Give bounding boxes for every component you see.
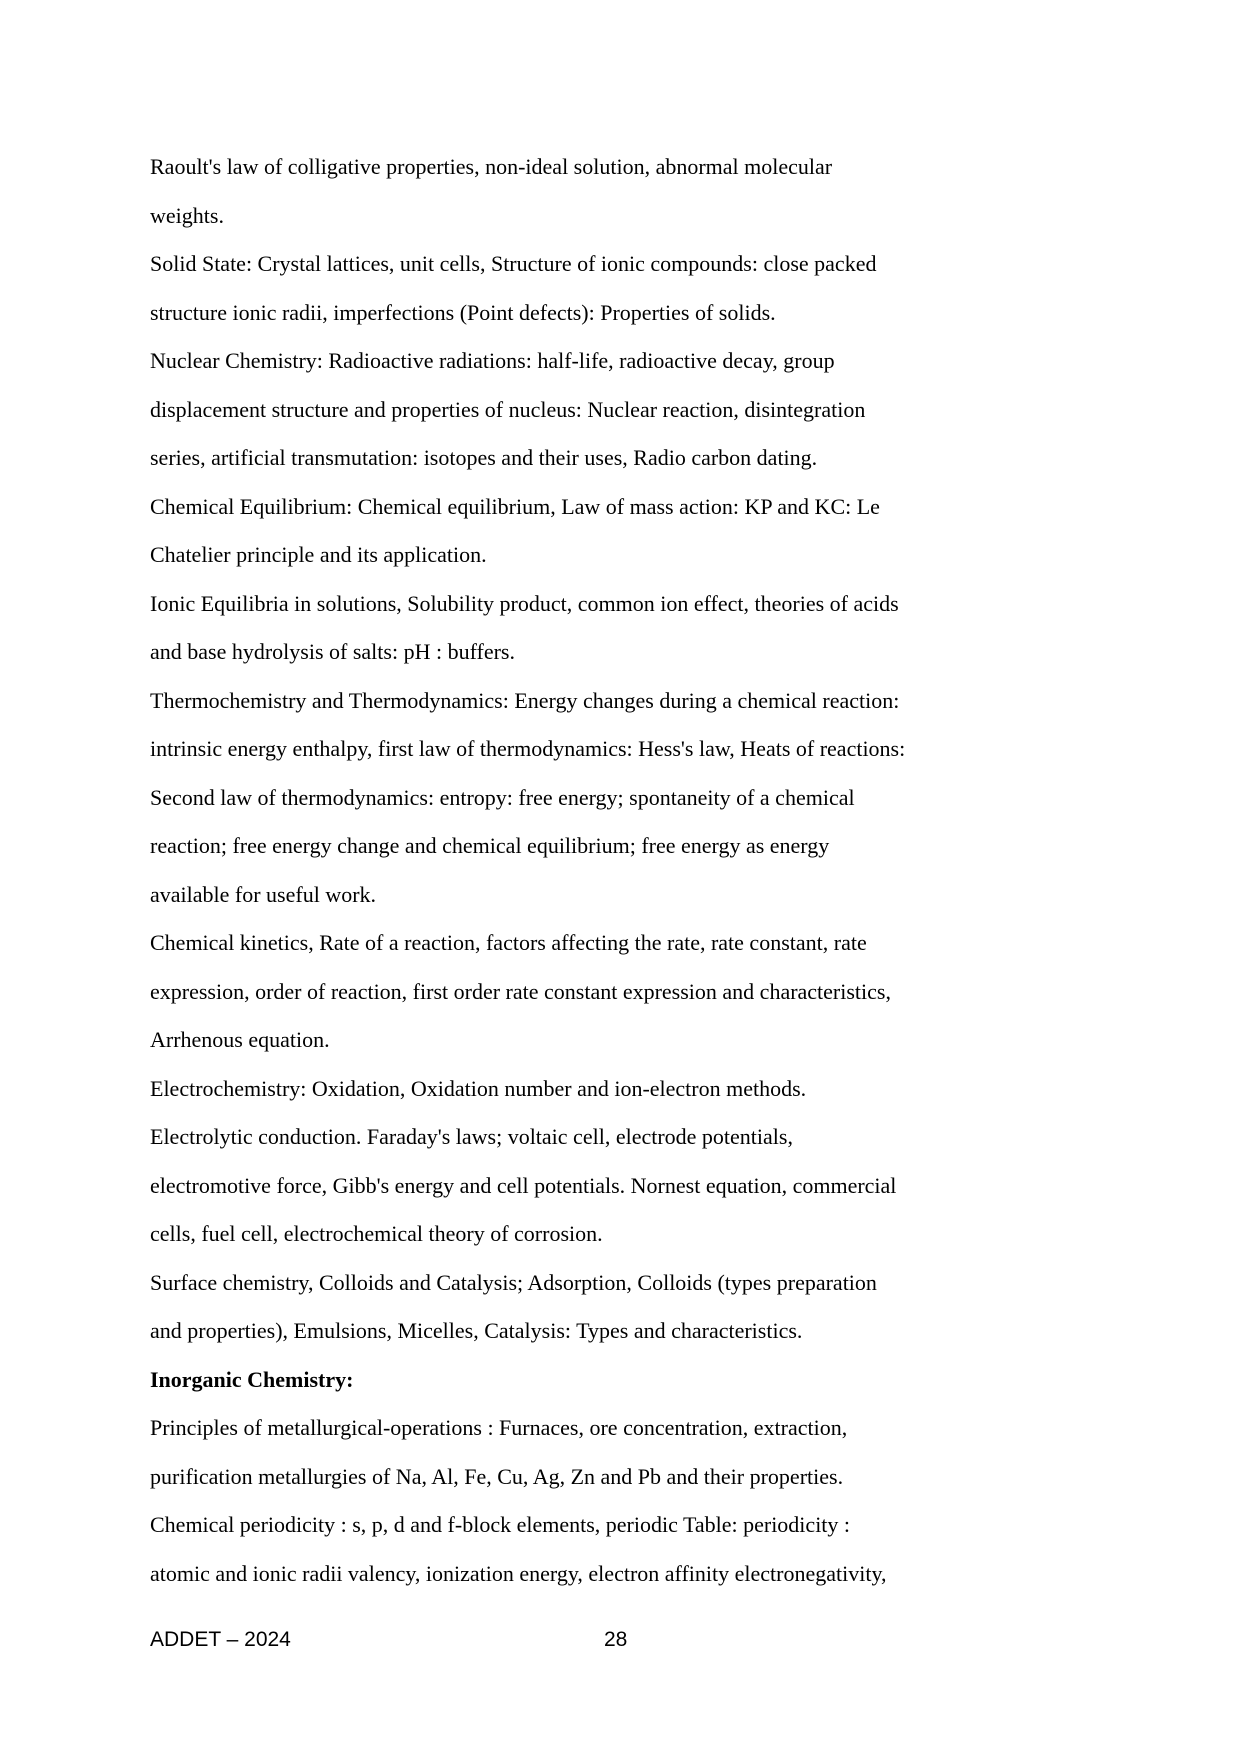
body-text-line: and properties), Emulsions, Micelles, Catalysis: Types and characteristics. — [150, 1318, 803, 1343]
body-text-line: Principles of metallurgical-operations : Furnaces, ore concentration, extraction, — [150, 1415, 848, 1440]
section-heading: Inorganic Chemistry: — [150, 1366, 354, 1392]
body-text-line: intrinsic energy enthalpy, first law of thermodynamics: Hess's law, Heats of reactions: — [150, 736, 906, 761]
body-text-line: and base hydrolysis of salts: pH : buffers. — [150, 639, 515, 664]
body-text-line: purification metallurgies of Na, Al, Fe, Cu, Ag, Zn and Pb and their properties. — [150, 1463, 844, 1489]
body-text-line: Second law of thermodynamics: entropy: free energy; spontaneity of a chemical — [150, 784, 855, 810]
body-text-line: reaction; free energy change and chemical equilibrium; free energy as energy — [150, 833, 830, 858]
body-text-line: Solid State: Crystal lattices, unit cells, Structure of ionic compounds: close packed — [150, 251, 877, 276]
body-text-line: Raoult's law of colligative properties, non-ideal solution, abnormal molecular — [150, 154, 833, 179]
body-text-line: Chatelier principle and its application. — [150, 542, 487, 567]
body-text-line: Chemical periodicity : s, p, d and f-block elements, periodic Table: periodicity : — [150, 1512, 851, 1537]
footer-page-number: 28 — [604, 1628, 628, 1651]
body-text-line: Electrolytic conduction. Faraday's laws; voltaic cell, electrode potentials, — [150, 1124, 793, 1149]
body-text-line: Electrochemistry: Oxidation, Oxidation number and ion-electron methods. — [150, 1075, 807, 1101]
body-text-line: cells, fuel cell, electrochemical theory of corrosion. — [150, 1221, 603, 1246]
body-text-line: Chemical Equilibrium: Chemical equilibrium, Law of mass action: KP and KC: Le — [150, 493, 880, 519]
body-text-line: displacement structure and properties of nucleus: Nuclear reaction, disintegration — [150, 396, 866, 422]
body-text-line: Thermochemistry and Thermodynamics: Energy changes during a chemical reaction: — [150, 687, 900, 713]
body-text-line: Arrhenous equation. — [150, 1027, 330, 1052]
body-text-line: Nuclear Chemistry: Radioactive radiations: half-life, radioactive decay, group — [150, 348, 835, 373]
body-text-line: Surface chemistry, Colloids and Catalysis; Adsorption, Colloids (types preparation — [150, 1269, 877, 1295]
body-text-line: weights. — [150, 202, 224, 228]
body-text-line: Chemical kinetics, Rate of a reaction, factors affecting the rate, rate constant, rate — [150, 930, 867, 955]
body-text-line: expression, order of reaction, first order rate constant expression and characteristics, — [150, 978, 891, 1004]
body-text-line: series, artificial transmutation: isotopes and their uses, Radio carbon dating. — [150, 445, 818, 470]
body-text-line: available for useful work. — [150, 881, 377, 907]
page-body — [150, 156, 1010, 1611]
body-text-line: structure ionic radii, imperfections (Point defects): Properties of solids. — [150, 299, 776, 325]
footer-document-title: ADDET – 2024 — [150, 1628, 291, 1651]
body-text-line: electromotive force, Gibb's energy and cell potentials. Nornest equation, commercial — [150, 1172, 897, 1198]
body-text-line: Ionic Equilibria in solutions, Solubility product, common ion effect, theories of acids — [150, 590, 899, 616]
body-text-line: atomic and ionic radii valency, ionization energy, electron affinity electronegativity, — [150, 1560, 887, 1586]
